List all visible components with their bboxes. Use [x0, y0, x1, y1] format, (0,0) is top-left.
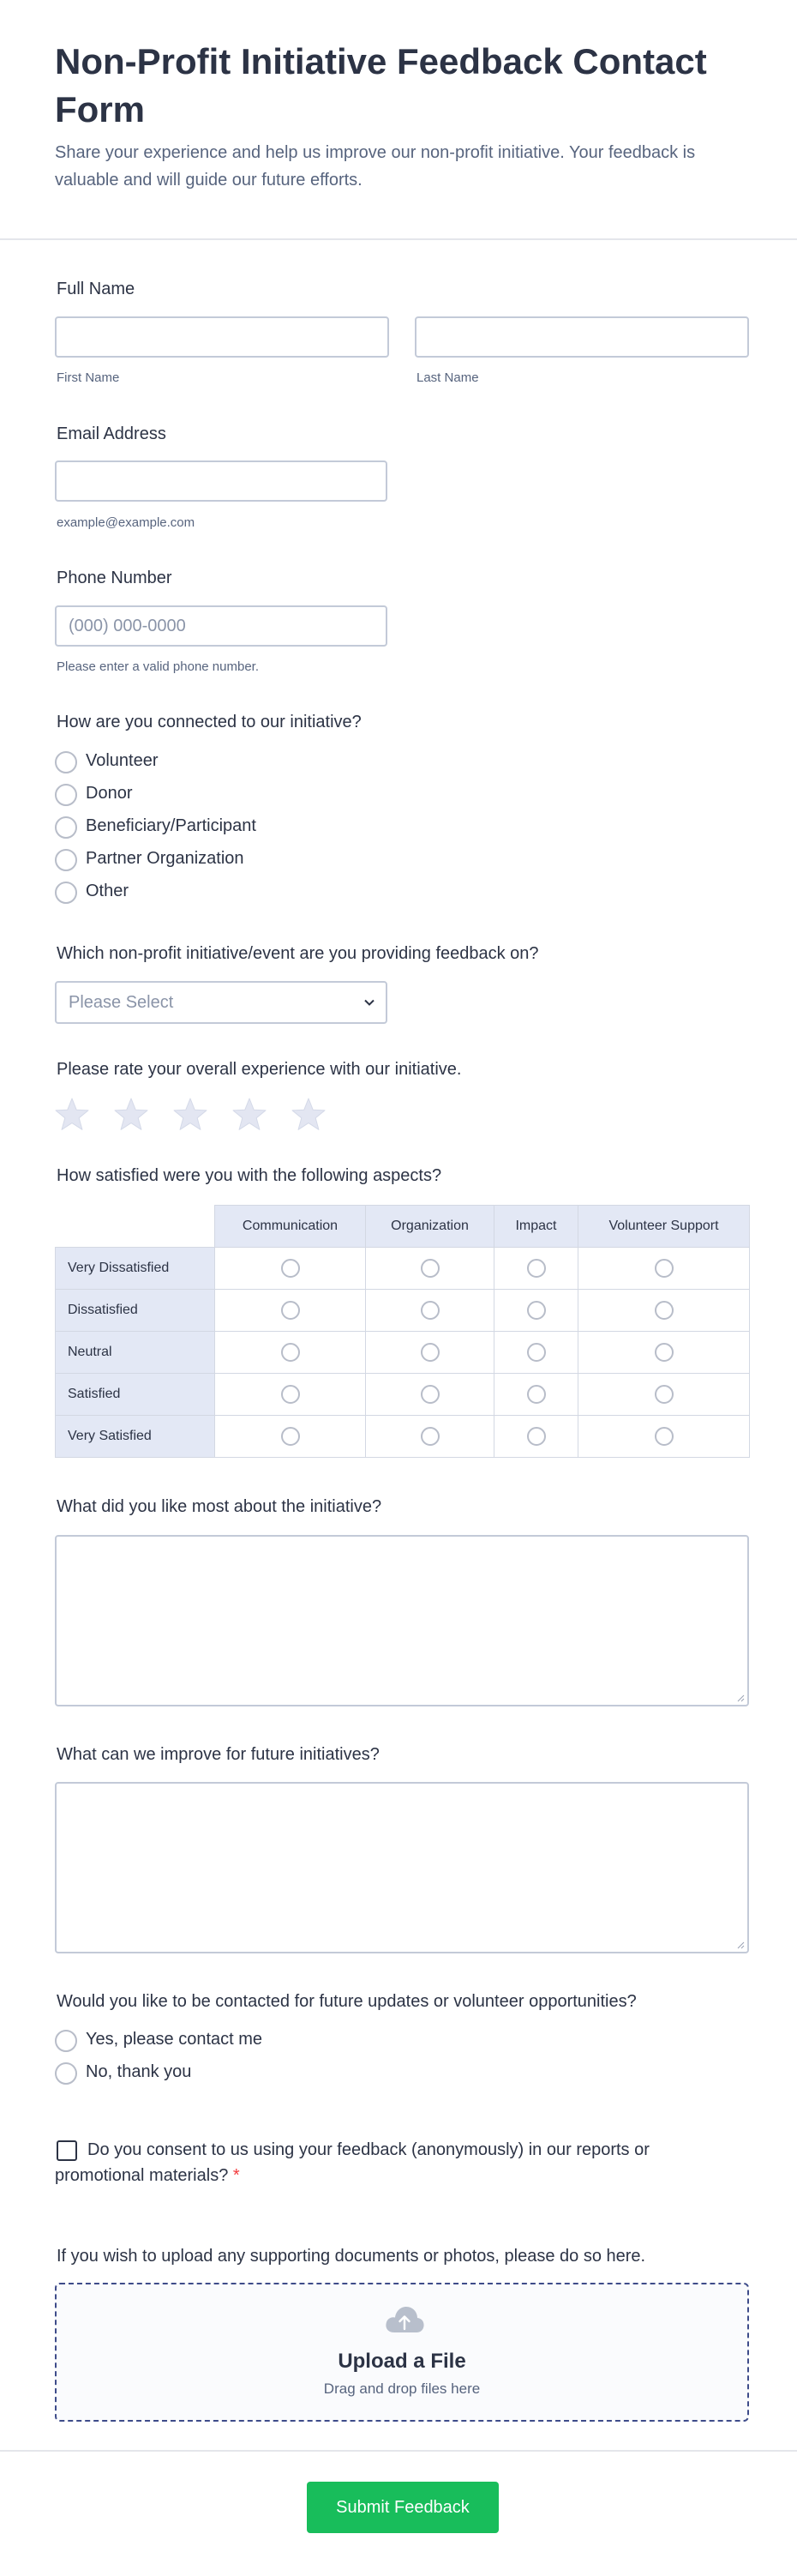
matrix-radio[interactable] [421, 1343, 440, 1362]
matrix-cell [366, 1416, 494, 1458]
matrix-row [56, 1332, 750, 1374]
form-header [0, 0, 797, 240]
matrix-col-organization: Organization [366, 1206, 494, 1248]
matrix-cell [494, 1290, 578, 1332]
matrix-cell [494, 1416, 578, 1458]
phone-sublabel: Please enter a valid phone number. [57, 659, 259, 674]
matrix-radio[interactable] [281, 1427, 300, 1446]
matrix-radio[interactable] [655, 1259, 674, 1278]
matrix-col-communication: Communication [215, 1206, 366, 1248]
initiative-label: Which non-profit initiative/event are you providing feedback on? [57, 944, 539, 963]
matrix-cell [366, 1332, 494, 1374]
radio-circle[interactable] [55, 2030, 77, 2052]
matrix-radio[interactable] [655, 1301, 674, 1320]
last-name-input[interactable] [415, 316, 749, 358]
matrix-cell [578, 1290, 750, 1332]
matrix-radio[interactable] [281, 1301, 300, 1320]
upload-label: If you wish to upload any supporting documents or photos, please do so here. [57, 2247, 646, 2266]
full-name-label: Full Name [57, 280, 135, 298]
phone-input[interactable]: (000) 000-0000 [55, 605, 387, 647]
matrix-row-label: Dissatisfied [56, 1290, 215, 1332]
matrix-radio[interactable] [421, 1385, 440, 1404]
matrix-cell [494, 1248, 578, 1290]
radio-circle[interactable] [55, 784, 77, 806]
resize-grip-icon[interactable] [736, 1694, 745, 1702]
email-label: Email Address [57, 424, 166, 443]
select-placeholder: Please Select [69, 993, 174, 1012]
radio-circle[interactable] [55, 751, 77, 773]
matrix-cell [578, 1332, 750, 1374]
matrix-row [56, 1248, 750, 1290]
radio-label: No, thank you [86, 2062, 192, 2081]
matrix-radio[interactable] [281, 1385, 300, 1404]
matrix-cell [215, 1332, 366, 1374]
improve-label: What can we improve for future initiatives? [57, 1745, 380, 1764]
matrix-radio[interactable] [527, 1343, 546, 1362]
star-icon[interactable] [53, 1096, 91, 1134]
matrix-radio[interactable] [421, 1427, 440, 1446]
matrix-cell [578, 1416, 750, 1458]
matrix-radio[interactable] [655, 1343, 674, 1362]
first-name-sublabel: First Name [57, 370, 120, 385]
matrix-cell [494, 1374, 578, 1416]
radio-label: Beneficiary/Participant [86, 816, 256, 835]
matrix-radio[interactable] [527, 1427, 546, 1446]
matrix-cell [366, 1248, 494, 1290]
chevron-down-icon [363, 996, 375, 1008]
liked-label: What did you like most about the initiative? [57, 1497, 382, 1516]
matrix-cell [215, 1248, 366, 1290]
first-name-input[interactable] [55, 316, 389, 358]
submit-button[interactable]: Submit Feedback [307, 2482, 499, 2533]
matrix-row-label: Satisfied [56, 1374, 215, 1416]
matrix-cell [215, 1374, 366, 1416]
matrix-radio[interactable] [281, 1259, 300, 1278]
upload-subtitle: Drag and drop files here [323, 2380, 481, 2397]
matrix-row [56, 1374, 750, 1416]
matrix-corner [56, 1206, 215, 1248]
email-sublabel: example@example.com [57, 515, 195, 530]
footer-divider [0, 2450, 797, 2452]
satisfaction-label: How satisfied were you with the following aspects? [57, 1166, 442, 1185]
radio-circle[interactable] [55, 849, 77, 871]
matrix-col-impact: Impact [494, 1206, 578, 1248]
page-subtitle: Share your experience and help us improve our non-profit initiative. Your feedback is valuable and will guide our future efforts. [55, 143, 696, 190]
matrix-radio[interactable] [527, 1301, 546, 1320]
matrix-row [56, 1290, 750, 1332]
initiative-select[interactable] [55, 981, 387, 1024]
consent-text [55, 2137, 689, 2188]
matrix-row-label: Neutral [56, 1332, 215, 1374]
rating-label: Please rate your overall experience with our initiative. [57, 1060, 462, 1079]
matrix-radio[interactable] [527, 1259, 546, 1278]
star-icon[interactable] [290, 1096, 327, 1134]
matrix-cell [494, 1332, 578, 1374]
phone-label: Phone Number [57, 569, 172, 587]
last-name-sublabel: Last Name [416, 370, 479, 385]
matrix-radio[interactable] [421, 1259, 440, 1278]
satisfaction-matrix [55, 1205, 750, 1458]
matrix-cell [366, 1290, 494, 1332]
matrix-cell [578, 1374, 750, 1416]
upload-title: Upload a File [338, 2350, 466, 2373]
cloud-upload-icon [384, 2303, 425, 2336]
matrix-radio[interactable] [281, 1343, 300, 1362]
matrix-radio[interactable] [655, 1427, 674, 1446]
email-input[interactable] [55, 460, 387, 502]
file-upload-dropzone[interactable] [55, 2283, 749, 2422]
resize-grip-icon[interactable] [736, 1941, 745, 1949]
matrix-col-volunteer-support: Volunteer Support [578, 1206, 750, 1248]
radio-label: Other [86, 882, 129, 900]
matrix-cell [366, 1374, 494, 1416]
radio-label: Volunteer [86, 751, 159, 770]
matrix-radio[interactable] [655, 1385, 674, 1404]
matrix-radio[interactable] [527, 1385, 546, 1404]
radio-label: Donor [86, 784, 133, 803]
improve-textarea[interactable] [55, 1782, 749, 1953]
matrix-row-label: Very Satisfied [56, 1416, 215, 1458]
required-mark: * [232, 2166, 240, 2185]
matrix-row-label: Very Dissatisfied [56, 1248, 215, 1290]
radio-label: Yes, please contact me [86, 2030, 263, 2049]
connection-label: How are you connected to our initiative? [57, 713, 362, 731]
matrix-radio[interactable] [421, 1301, 440, 1320]
star-icon[interactable] [112, 1096, 150, 1134]
matrix-cell [215, 1290, 366, 1332]
matrix-cell [215, 1416, 366, 1458]
matrix-row [56, 1416, 750, 1458]
star-icon[interactable] [171, 1096, 209, 1134]
page-title: Non-Profit Initiative Feedback Contact Form [55, 41, 707, 129]
radio-circle[interactable] [55, 882, 77, 904]
radio-circle[interactable] [55, 816, 77, 839]
liked-textarea[interactable] [55, 1535, 749, 1706]
star-icon[interactable] [231, 1096, 268, 1134]
radio-circle[interactable] [55, 2062, 77, 2085]
matrix-cell [578, 1248, 750, 1290]
consent-label: Do you consent to us using your feedback (anonymously) in our reports or promotional materials? [55, 2140, 650, 2185]
radio-label: Partner Organization [86, 849, 244, 868]
contact-label: Would you like to be contacted for future updates or volunteer opportunities? [57, 1992, 637, 2011]
